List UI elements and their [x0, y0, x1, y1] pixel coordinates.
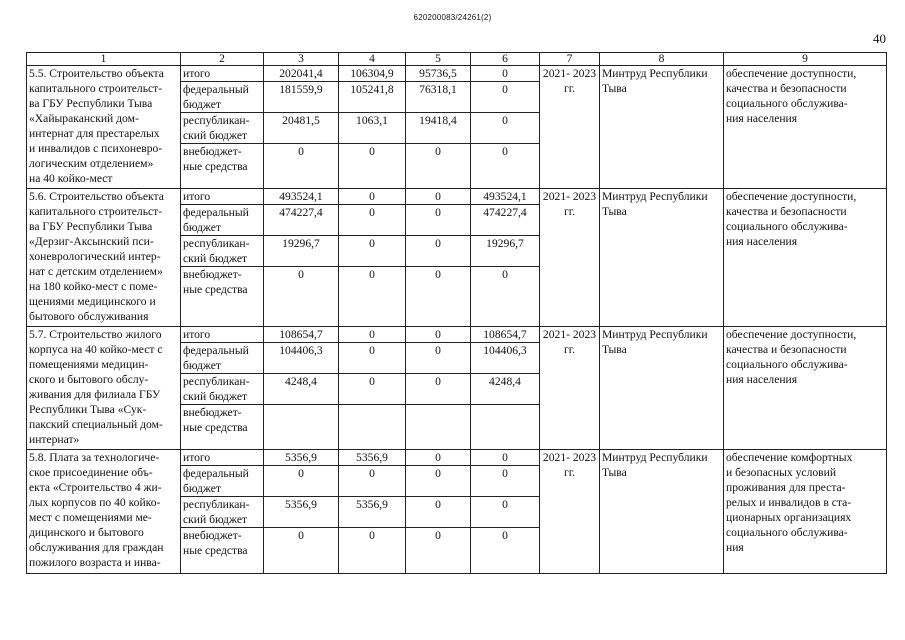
column-header: 5 — [406, 53, 471, 66]
amount-2022: 0 — [406, 267, 471, 327]
amount-2022: 0 — [406, 466, 471, 497]
column-header: 6 — [471, 53, 540, 66]
amount-2023: 0 — [471, 82, 540, 113]
funding-source: внебюджет- ные средства — [181, 267, 264, 327]
amount-2021: 0 — [339, 528, 406, 574]
amount-total: 20481,5 — [264, 113, 339, 144]
amount-2022 — [406, 405, 471, 450]
funding-source: итого — [181, 66, 264, 82]
expected-result: обеспечение доступности, качества и безопасности социального обслужива- ния населения — [724, 189, 887, 327]
amount-2023: 474227,4 — [471, 205, 540, 236]
amount-2021: 0 — [339, 343, 406, 374]
amount-2022: 0 — [406, 528, 471, 574]
responsible-executor: Минтруд Республики Тыва — [600, 189, 724, 327]
responsible-executor: Минтруд Республики Тыва — [600, 66, 724, 189]
amount-2023: 108654,7 — [471, 327, 540, 343]
funding-source: внебюджет- ные средства — [181, 528, 264, 574]
expected-result: обеспечение доступности, качества и безопасности социального обслужива- ния населения — [724, 327, 887, 450]
funding-source: федеральный бюджет — [181, 343, 264, 374]
column-header: 3 — [264, 53, 339, 66]
funding-source: итого — [181, 327, 264, 343]
document-code: 620200083/24261(2) — [413, 13, 492, 22]
amount-total: 474227,4 — [264, 205, 339, 236]
implementation-period: 2021- 2023 гг. — [540, 189, 600, 327]
amount-2022: 0 — [406, 189, 471, 205]
amount-2022: 19418,4 — [406, 113, 471, 144]
funding-source: итого — [181, 450, 264, 466]
amount-total: 108654,7 — [264, 327, 339, 343]
table-row — [27, 327, 887, 343]
amount-2021: 106304,9 — [339, 66, 406, 82]
amount-total: 104406,3 — [264, 343, 339, 374]
amount-2023 — [471, 405, 540, 450]
column-header: 7 — [540, 53, 600, 66]
amount-2021: 0 — [339, 466, 406, 497]
table-row — [27, 66, 887, 82]
amount-2023: 0 — [471, 66, 540, 82]
amount-2022: 0 — [406, 374, 471, 405]
amount-2022: 0 — [406, 327, 471, 343]
amount-2021: 105241,8 — [339, 82, 406, 113]
amount-2023: 4248,4 — [471, 374, 540, 405]
amount-2022: 0 — [406, 497, 471, 528]
amount-total: 5356,9 — [264, 497, 339, 528]
amount-2021: 0 — [339, 205, 406, 236]
amount-2022: 0 — [406, 343, 471, 374]
column-number-row — [27, 53, 887, 66]
amount-2023: 0 — [471, 466, 540, 497]
responsible-executor: Минтруд Республики Тыва — [600, 327, 724, 450]
implementation-period: 2021- 2023 гг. — [540, 66, 600, 189]
program-table — [26, 52, 887, 574]
amount-total: 19296,7 — [264, 236, 339, 267]
amount-2021: 0 — [339, 144, 406, 189]
funding-source: внебюджет- ные средства — [181, 405, 264, 450]
funding-source: федеральный бюджет — [181, 466, 264, 497]
amount-2023: 104406,3 — [471, 343, 540, 374]
table-row — [27, 450, 887, 466]
funding-source: федеральный бюджет — [181, 82, 264, 113]
column-header: 2 — [181, 53, 264, 66]
amount-2023: 0 — [471, 497, 540, 528]
amount-2021: 0 — [339, 267, 406, 327]
amount-2021: 1063,1 — [339, 113, 406, 144]
measure-description: 5.8. Плата за технологиче- ское присоединение объ- екта «Строительство 4 жи- лых корпусов по 40 койко- мест с помещениями ме- дицинского и бытового обслуживания для граждан пожилого возраста и инва- — [27, 450, 181, 574]
responsible-executor: Минтруд Республики Тыва — [600, 450, 724, 574]
amount-total: 0 — [264, 528, 339, 574]
amount-2023: 0 — [471, 144, 540, 189]
amount-2022: 95736,5 — [406, 66, 471, 82]
amount-2022: 0 — [406, 205, 471, 236]
funding-source: итого — [181, 189, 264, 205]
amount-total: 202041,4 — [264, 66, 339, 82]
expected-result: обеспечение комфортных и безопасных условий проживания для преста- релых и инвалидов в ста- ционарных организациях социального обслужива- ния — [724, 450, 887, 574]
amount-2023: 0 — [471, 528, 540, 574]
funding-source: республикан- ский бюджет — [181, 374, 264, 405]
measure-description: 5.5. Строительство объекта капитального строительст- ва ГБУ Республики Тыва «Хайыраканский дом- интернат для престарелых и инвалидов с психоневро- логическим отделением» на 40 койко-мест — [27, 66, 181, 189]
amount-2021: 0 — [339, 374, 406, 405]
amount-total: 5356,9 — [264, 450, 339, 466]
column-header: 8 — [600, 53, 724, 66]
column-header: 1 — [27, 53, 181, 66]
measure-description: 5.7. Строительство жилого корпуса на 40 койко-мест с помещениями медицин- ского и бытового обслу- живания для филиала ГБУ Республики Тыва «Сук- пакский специальный дом- интернат» — [27, 327, 181, 450]
amount-2022: 0 — [406, 450, 471, 466]
amount-2021: 0 — [339, 189, 406, 205]
amount-total: 0 — [264, 144, 339, 189]
amount-total: 181559,9 — [264, 82, 339, 113]
amount-2022: 76318,1 — [406, 82, 471, 113]
table-body — [27, 66, 887, 574]
measure-description: 5.6. Строительство объекта капитального строительст- ва ГБУ Республики Тыва «Дерзиг-Аксынский пси- хоневрологический интер- нат с детским отделением» на 180 койко-мест с поме- щениями медицинского и бытового обслуживания — [27, 189, 181, 327]
implementation-period: 2021- 2023 гг. — [540, 327, 600, 450]
amount-2021: 5356,9 — [339, 497, 406, 528]
column-header: 9 — [724, 53, 887, 66]
amount-2021: 0 — [339, 327, 406, 343]
table-row — [27, 189, 887, 205]
amount-2021 — [339, 405, 406, 450]
amount-total: 0 — [264, 466, 339, 497]
amount-2021: 0 — [339, 236, 406, 267]
amount-total — [264, 405, 339, 450]
page-number: 40 — [873, 31, 886, 46]
amount-2022: 0 — [406, 236, 471, 267]
amount-total: 493524,1 — [264, 189, 339, 205]
column-header: 4 — [339, 53, 406, 66]
amount-2023: 19296,7 — [471, 236, 540, 267]
amount-2021: 5356,9 — [339, 450, 406, 466]
amount-2022: 0 — [406, 144, 471, 189]
implementation-period: 2021- 2023 гг. — [540, 450, 600, 574]
amount-2023: 0 — [471, 450, 540, 466]
funding-source: внебюджет- ные средства — [181, 144, 264, 189]
amount-total: 4248,4 — [264, 374, 339, 405]
amount-2023: 0 — [471, 113, 540, 144]
funding-source: республикан- ский бюджет — [181, 236, 264, 267]
funding-source: федеральный бюджет — [181, 205, 264, 236]
amount-2023: 493524,1 — [471, 189, 540, 205]
funding-source: республикан- ский бюджет — [181, 113, 264, 144]
funding-source: республикан- ский бюджет — [181, 497, 264, 528]
amount-2023: 0 — [471, 267, 540, 327]
expected-result: обеспечение доступности, качества и безопасности социального обслужива- ния населения — [724, 66, 887, 189]
amount-total: 0 — [264, 267, 339, 327]
